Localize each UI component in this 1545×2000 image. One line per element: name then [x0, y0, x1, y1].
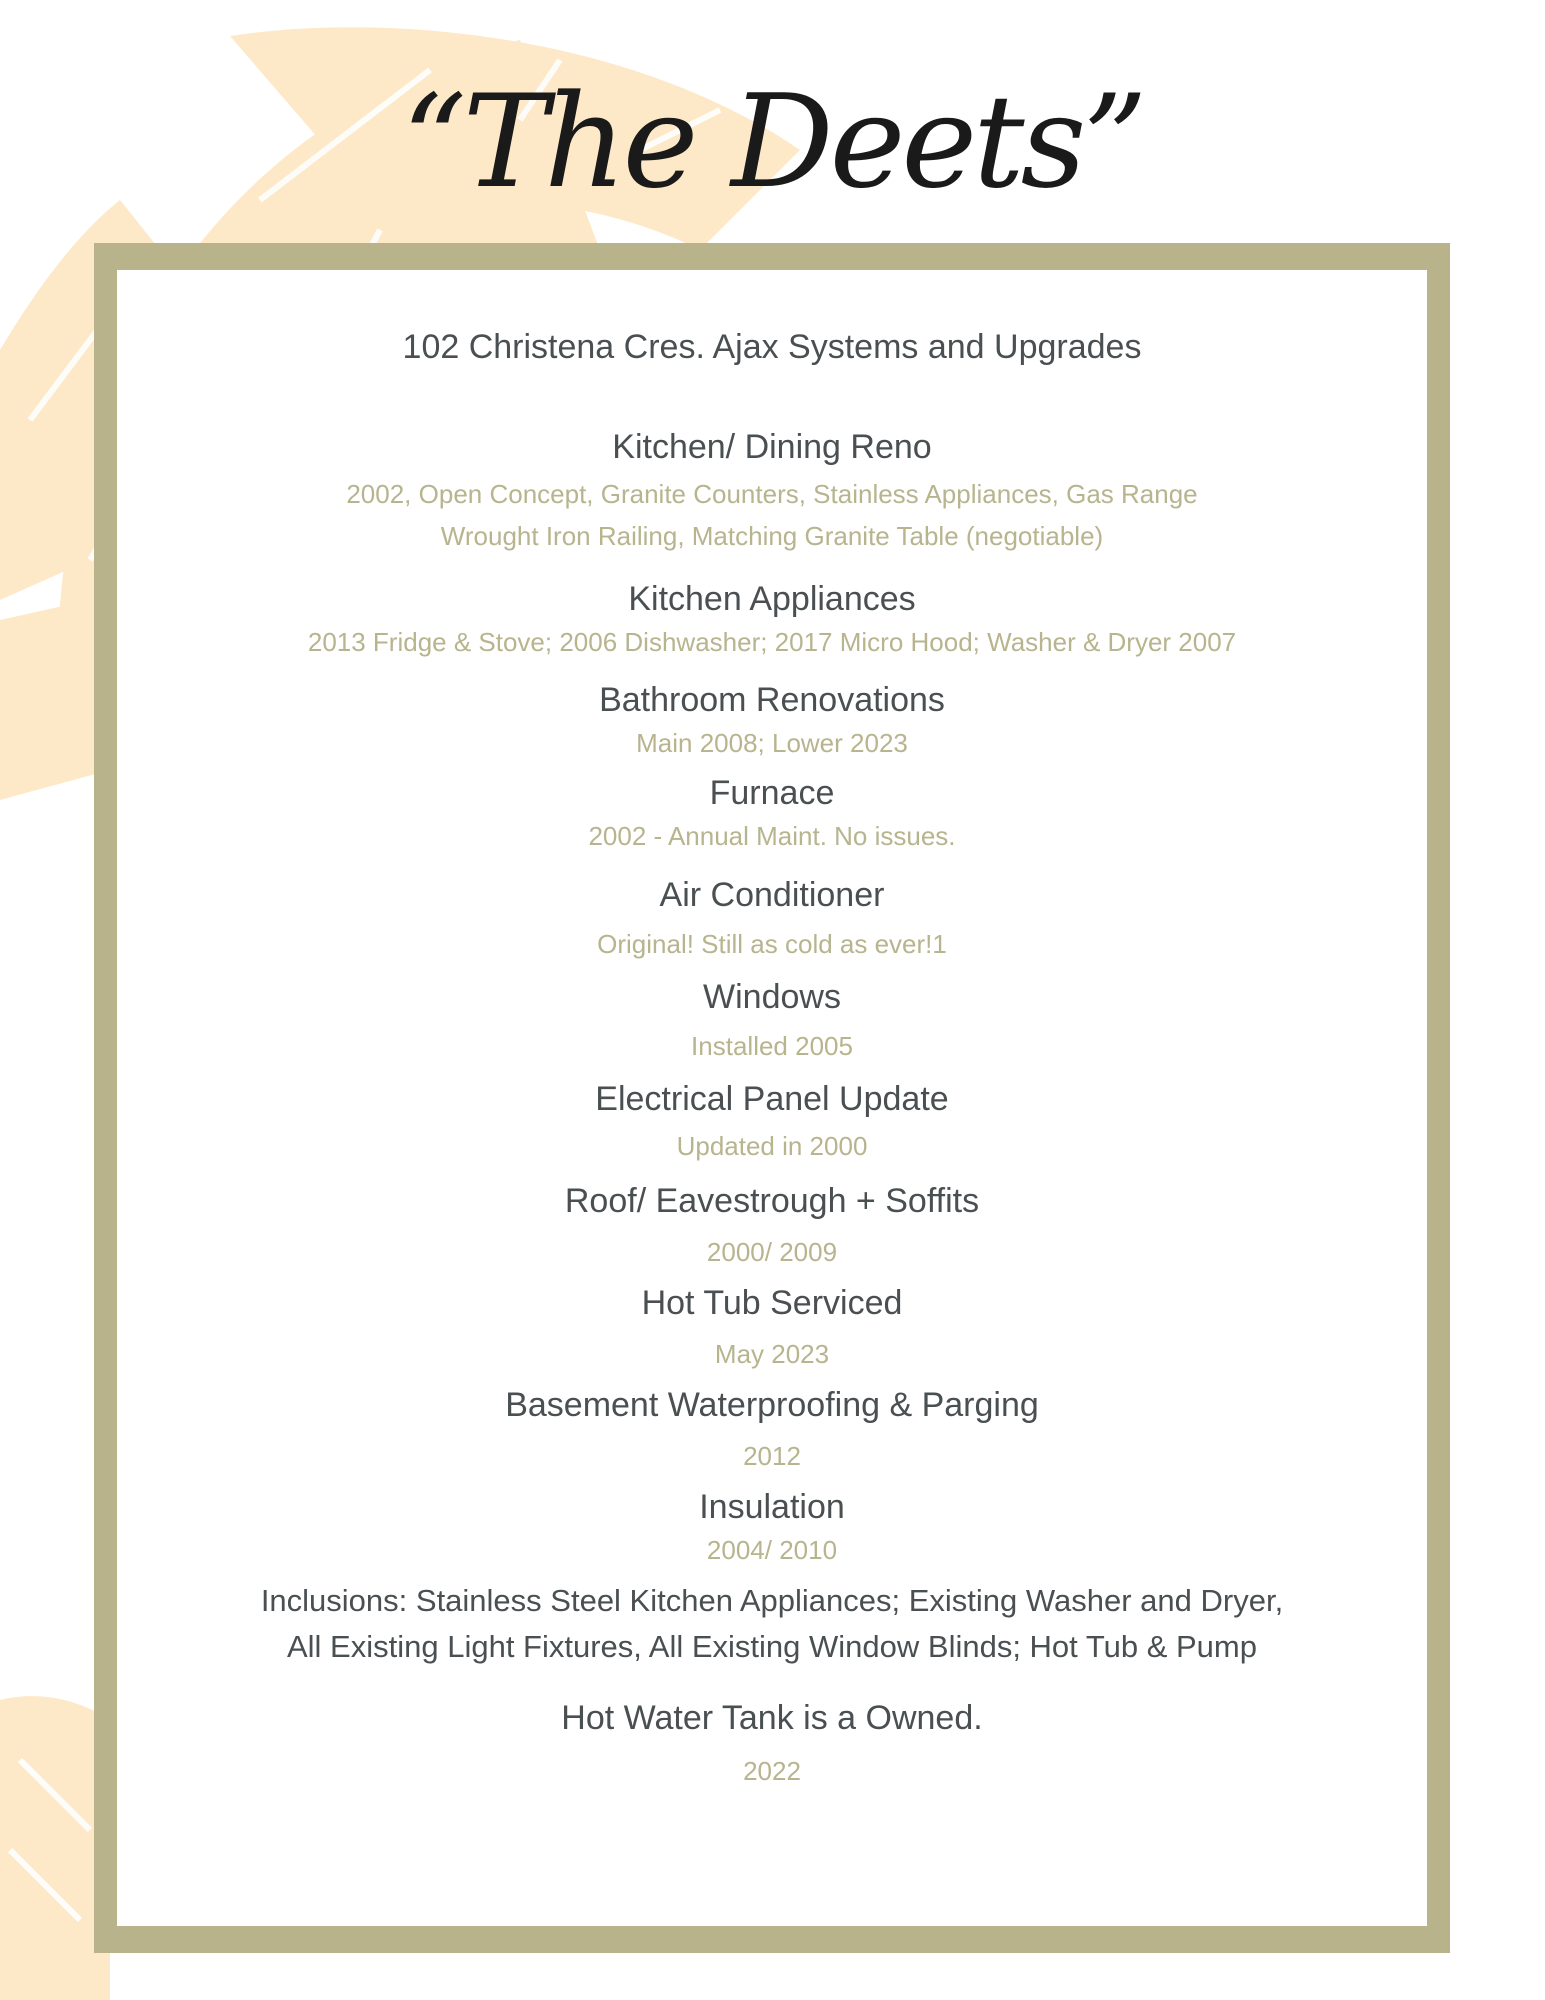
section-detail: 2002 - Annual Maint. No issues.	[588, 821, 956, 851]
section-detail: Main 2008; Lower 2023	[636, 728, 908, 758]
section-electrical	[117, 1077, 1427, 1167]
section-furnace	[117, 771, 1427, 857]
section-kitchen-dining	[117, 425, 1427, 557]
section-windows	[117, 975, 1427, 1067]
inclusions-text	[137, 1578, 1407, 1670]
section-title: Insulation	[699, 1488, 845, 1526]
content-card	[117, 270, 1427, 1926]
inclusions-line: All Existing Light Fixtures, All Existing Window Blinds; Hot Tub & Pump	[286, 1629, 1257, 1664]
section-hot-tub	[117, 1281, 1427, 1375]
section-title: Windows	[703, 978, 841, 1016]
document-heading: 102 Christena Cres. Ajax Systems and Upgrades	[402, 328, 1142, 366]
section-detail: May 2023	[714, 1339, 830, 1369]
section-roof	[117, 1179, 1427, 1273]
inclusions-line: Inclusions: Stainless Steel Kitchen Appliances; Existing Washer and Dryer,	[260, 1583, 1284, 1618]
section-detail: Updated in 2000	[676, 1131, 868, 1161]
section-title: Hot Water Tank is a Owned.	[561, 1699, 983, 1737]
section-title: Basement Waterproofing & Parging	[505, 1386, 1039, 1424]
section-title: Roof/ Eavestrough + Soffits	[564, 1182, 980, 1220]
section-detail: Installed 2005	[691, 1031, 853, 1061]
section-insulation	[117, 1485, 1427, 1571]
section-bathroom	[117, 678, 1427, 764]
section-detail: 2022	[743, 1756, 801, 1786]
section-title: Bathroom Renovations	[599, 681, 945, 719]
section-detail: 2002, Open Concept, Granite Counters, Stainless Appliances, Gas Range	[346, 479, 1198, 509]
section-hot-water-tank	[117, 1696, 1427, 1792]
section-detail: 2012	[743, 1441, 801, 1471]
section-detail: Wrought Iron Railing, Matching Granite Table (negotiable)	[440, 521, 1104, 551]
section-basement	[117, 1383, 1427, 1477]
script-title: “The Deets”	[401, 68, 1144, 217]
section-detail: 2004/ 2010	[706, 1535, 838, 1565]
section-title: Hot Tub Serviced	[641, 1284, 903, 1322]
section-title: Kitchen/ Dining Reno	[612, 428, 932, 466]
section-detail: 2013 Fridge & Stove; 2006 Dishwasher; 2017 Micro Hood; Washer & Dryer 2007	[307, 627, 1237, 657]
section-title: Electrical Panel Update	[595, 1080, 949, 1118]
section-air-conditioner	[117, 873, 1427, 965]
section-title: Kitchen Appliances	[628, 580, 916, 618]
section-detail: 2000/ 2009	[706, 1237, 838, 1267]
section-kitchen-appliances	[117, 577, 1427, 663]
section-title: Furnace	[709, 774, 835, 812]
section-title: Air Conditioner	[659, 876, 885, 914]
section-detail: Original! Still as cold as ever!1	[597, 929, 947, 959]
content-frame	[94, 243, 1450, 1953]
